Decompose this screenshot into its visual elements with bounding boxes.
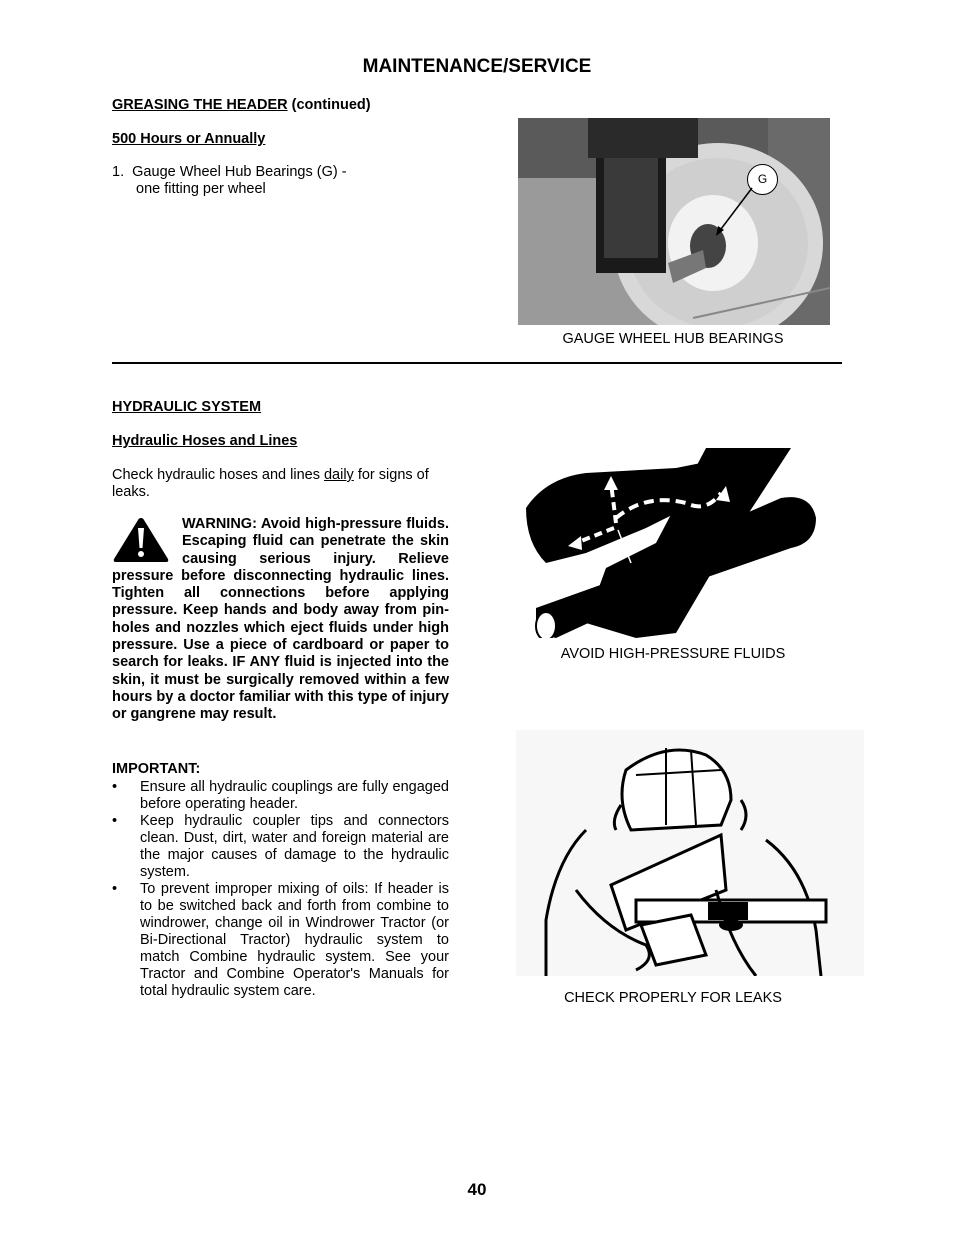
bullet-text: Ensure all hydraulic couplings are fully engaged before operating header.	[140, 779, 449, 812]
page-number: 40	[467, 1180, 487, 1199]
bullet-icon: •	[112, 813, 118, 829]
greasing-subheading: 500 Hours or Annually	[112, 131, 266, 147]
list-item	[112, 813, 449, 881]
high-pressure-caption: AVOID HIGH-PRESSURE FLUIDS	[560, 646, 786, 662]
item-line1: Gauge Wheel Hub Bearings (G) -	[132, 164, 347, 180]
important-list	[112, 779, 449, 1000]
worker-with-cardboard-drawing	[516, 730, 864, 976]
gauge-wheel-photo	[518, 118, 830, 325]
greasing-heading	[112, 96, 371, 114]
bullet-text: To prevent improper mixing of oils: If header is to be switched back and forth from combine to windrower, change oil in Windrower Tractor (or Bi-Directional Tractor) hydraulic system to match Combine hydraulic system. See your Tractor and Combine Operator's Manuals for total hydraulic system care.	[140, 881, 449, 999]
hydraulic-heading: HYDRAULIC SYSTEM	[112, 399, 262, 415]
check-leaks-illustration	[516, 730, 864, 976]
bullet-icon: •	[112, 881, 118, 897]
warning-block	[112, 516, 449, 724]
list-item	[112, 779, 449, 813]
bullet-text: Keep hydraulic coupler tips and connectors clean. Dust, dirt, water and foreign material are the major causes of damage to the hydraulic system.	[140, 813, 449, 880]
page-title: MAINTENANCE/SERVICE	[362, 56, 592, 77]
hydraulic-subheading: Hydraulic Hoses and Lines	[112, 433, 298, 449]
gauge-wheel-caption: GAUGE WHEEL HUB BEARINGS	[562, 331, 784, 347]
high-pressure-illustration	[526, 448, 822, 638]
callout-g-label: G	[757, 172, 768, 186]
list-item	[112, 881, 449, 1000]
intro-after: for signs of leaks.	[112, 467, 429, 500]
intro-before: Check hydraulic hoses and lines	[112, 467, 324, 483]
section-divider	[112, 362, 842, 364]
hand-and-hose-drawing	[526, 448, 822, 638]
check-leaks-caption: CHECK PROPERLY FOR LEAKS	[564, 990, 782, 1006]
greasing-heading-text: GREASING THE HEADER	[112, 97, 288, 113]
bullet-icon: •	[112, 779, 118, 795]
warning-text: WARNING: Avoid high-pressure fluids. Escaping fluid can penetrate the skin causing serious injury. Relieve pressure before disconnecting hydraulic lines. Tighten all connections before applying pressure. Keep hands and body away from pin-holes and nozzles which eject fluids under high pressure. Use a piece of cardboard or paper to search for leaks. IF ANY fluid is injected into the skin, it must be surgically removed within a few hours by a doctor familiar with this type of injury or gangrene may result.	[112, 516, 449, 723]
item-number: 1.	[112, 164, 125, 180]
greasing-heading-suffix: (continued)	[287, 97, 371, 113]
important-label: IMPORTANT:	[112, 761, 201, 777]
hydraulic-intro	[112, 467, 449, 501]
item-line2: one fitting per wheel	[136, 181, 266, 197]
intro-emphasis: daily	[323, 467, 354, 483]
callout-arrow-icon	[518, 118, 830, 325]
greasing-item	[112, 164, 412, 198]
warning-triangle-icon	[112, 516, 174, 566]
